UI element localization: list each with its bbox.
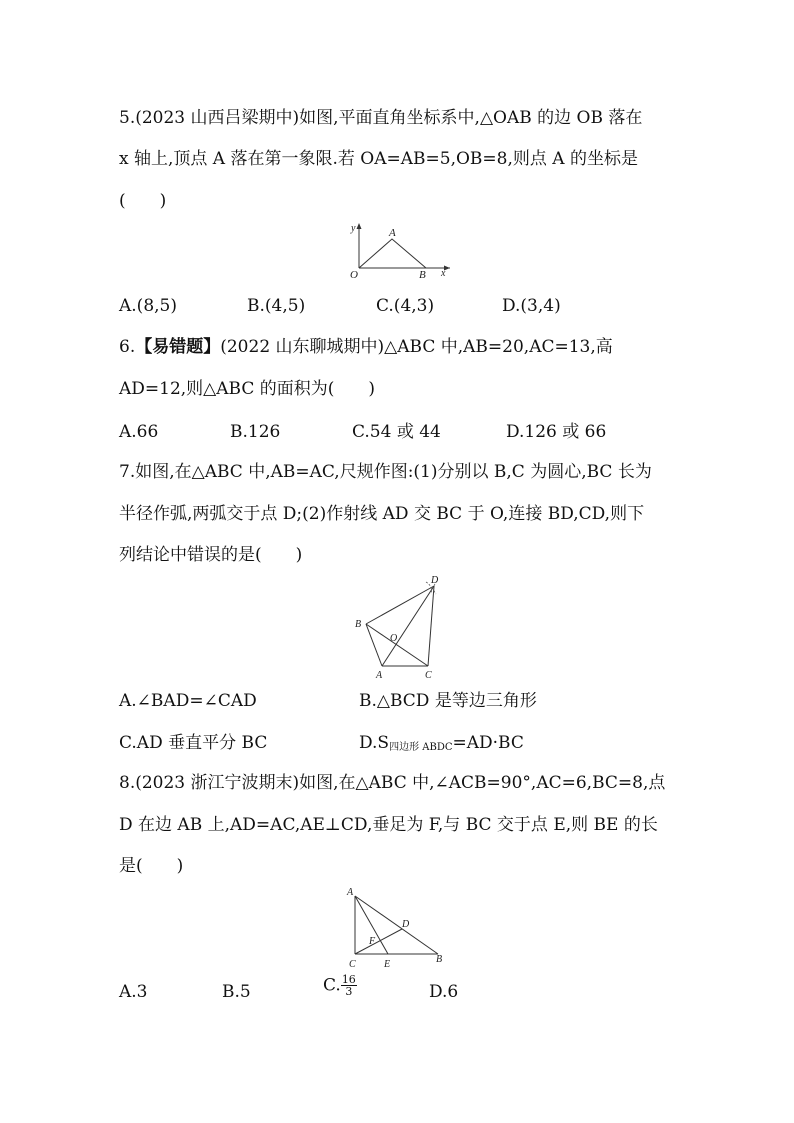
label-e: E (384, 959, 391, 970)
q8-line1: 8.(2023 浙江宁波期末)如图,在△ABC 中,∠ACB=90°,AC=6,BC=8,点 (119, 773, 666, 793)
q7-option-c: C.AD 垂直平分 BC (119, 733, 268, 753)
label-a: A (376, 670, 383, 681)
q6-line1-rest: (2022 山东聊城期中)△ABC 中,AB=20,AC=13,高 (220, 337, 613, 357)
q7-option-d-suffix: =AD·BC (452, 733, 524, 753)
q8-option-a: A.3 (119, 982, 148, 1002)
ray-ad (382, 586, 434, 666)
q7-line2: 半径作弧,两弧交于点 D;(2)作射线 AD 交 BC 于 O,连接 BD,CD,则下 (119, 504, 645, 524)
fraction-denominator: 3 (345, 985, 353, 998)
segment-cd (355, 929, 402, 954)
label-b: B (436, 954, 443, 965)
q8-option-c (323, 973, 357, 998)
label-b: B (419, 269, 426, 280)
q6-option-b: B.126 (230, 422, 281, 442)
label-a: A (389, 227, 396, 239)
q5-option-c: C.(4,3) (376, 296, 435, 316)
label-o: O (350, 269, 358, 280)
fraction-numerator: 16 (341, 973, 356, 986)
q7-option-d (359, 731, 524, 760)
q8-line2: D 在边 AB 上,AD=AC,AE⊥CD,垂足为 F,与 BC 交于点 E,则 BE 的长 (119, 815, 658, 835)
q8-option-c-fraction (341, 974, 357, 997)
q8-option-b: B.5 (222, 982, 251, 1002)
label-a: A (347, 887, 354, 898)
q5-figure (340, 218, 455, 284)
segment-bc (366, 624, 428, 666)
label-c: C (425, 670, 432, 681)
q8-option-d: D.6 (429, 982, 459, 1002)
q7-option-a: A.∠BAD=∠CAD (119, 691, 257, 711)
triangle-oab (359, 239, 426, 268)
q7-line1: 7.如图,在△ABC 中,AB=AC,尺规作图:(1)分别以 B,C 为圆心,BC 长为 (119, 462, 652, 482)
q5-option-a: A.(8,5) (119, 296, 177, 316)
q5-option-d: D.(3,4) (502, 296, 561, 316)
q6-line1 (119, 335, 613, 359)
q7-line3: 列结论中错误的是( ) (119, 545, 303, 565)
q5-line3: ( ) (119, 191, 167, 211)
q8-figure (340, 882, 452, 976)
label-d: D (402, 919, 410, 930)
label-b: B (355, 619, 362, 630)
q6-number: 6. (119, 337, 136, 357)
label-x: x (441, 268, 446, 279)
q6-option-d: D.126 或 66 (506, 422, 607, 442)
label-y: y (351, 223, 356, 234)
label-o: O (390, 633, 398, 644)
q8-option-c-prefix: C. (323, 975, 341, 996)
label-d: D (431, 575, 439, 586)
q7-option-d-subscript: 四边形 ABDC (389, 742, 453, 753)
q7-option-b: B.△BCD 是等边三角形 (359, 691, 537, 711)
q8-line3: 是( ) (119, 856, 184, 876)
segment-ab (355, 896, 438, 954)
label-c: C (349, 959, 356, 970)
q6-option-a: A.66 (119, 422, 159, 442)
q5-line2: x 轴上,顶点 A 落在第一象限.若 OA=AB=5,OB=8,则点 A 的坐标是 (119, 149, 638, 169)
q6-option-c: C.54 或 44 (352, 422, 441, 442)
q6-line2: AD=12,则△ABC 的面积为( ) (119, 379, 376, 399)
q7-option-d-prefix: D.S (359, 733, 390, 753)
label-f: F (369, 936, 376, 947)
q5-line1: 5.(2023 山西吕梁期中)如图,平面直角坐标系中,△OAB 的边 OB 落在 (119, 108, 643, 128)
segment-ab (366, 624, 382, 666)
q5-option-b: B.(4,5) (247, 296, 306, 316)
q6-tag: 【易错题】 (135, 337, 221, 357)
segment-dc (428, 586, 434, 666)
q7-figure (345, 572, 450, 686)
segment-bd (366, 586, 434, 624)
y-axis-arrow-icon (357, 223, 362, 229)
